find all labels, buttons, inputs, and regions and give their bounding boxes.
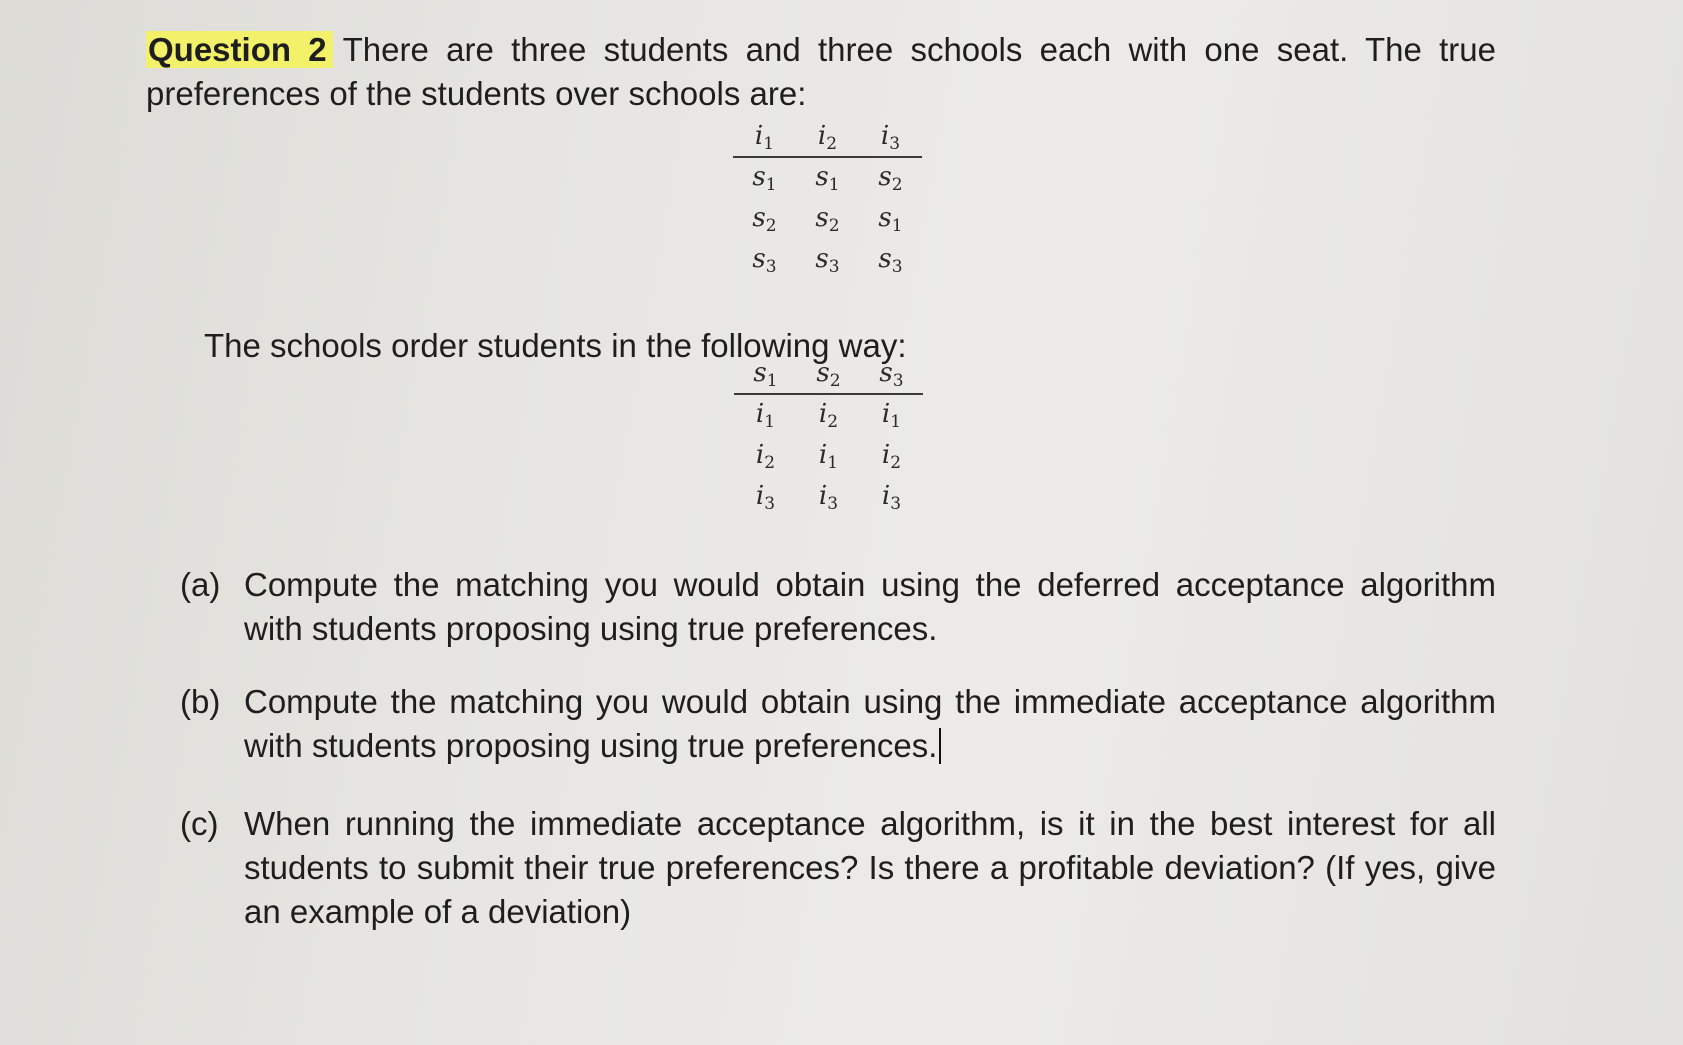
table-header-cell: $i_3$ <box>859 118 922 157</box>
table-cell: $i_2$ <box>818 399 839 432</box>
question-intro <box>146 28 1496 116</box>
table-header-cell: $i_2$ <box>796 118 859 157</box>
table-cell: $i_3$ <box>818 481 839 514</box>
table-header-cell: $s_3$ <box>860 355 923 394</box>
table-cell: $s_3$ <box>752 244 777 277</box>
table-cell: $i_1$ <box>881 399 902 432</box>
table-cell: $i_2$ <box>881 440 902 473</box>
part-b-letter: (b) <box>180 683 221 720</box>
part-a-text: Compute the matching you would obtain using the deferred acceptance algorithm with students proposing using true preferences. <box>244 566 1496 647</box>
table-header-cell: $i_1$ <box>733 118 796 157</box>
table-cell: $i_3$ <box>755 481 776 514</box>
schools-intro-text: The schools order students in the following way: <box>204 327 907 364</box>
table-row <box>733 199 922 240</box>
table-cell: $s_2$ <box>752 203 777 236</box>
table-cell: $s_3$ <box>878 244 903 277</box>
part-a <box>180 563 1496 651</box>
table-row <box>734 394 923 436</box>
table-cell: $s_1$ <box>752 162 777 195</box>
table-cell: $s_2$ <box>878 162 903 195</box>
student-preferences-table <box>733 118 922 281</box>
table-row <box>733 157 922 199</box>
school-priorities-table <box>734 355 923 518</box>
part-b-text: Compute the matching you would obtain using the immediate acceptance algorithm with students proposing using true preferences. <box>244 683 1496 764</box>
part-c-text: When running the immediate acceptance algorithm, is it in the best interest for all students to submit their true preferences? Is there a profitable deviation? (If yes, give an example of a deviation) <box>244 805 1496 930</box>
part-c-letter: (c) <box>180 805 219 842</box>
question-label: Question 2 <box>146 31 333 68</box>
table-cell: $i_1$ <box>755 399 776 432</box>
table-cell: $i_3$ <box>881 481 902 514</box>
table-row <box>733 240 922 281</box>
table-cell: $s_2$ <box>815 203 840 236</box>
table-header-cell: $s_1$ <box>734 355 797 394</box>
table-cell: $s_1$ <box>815 162 840 195</box>
table-row <box>734 477 923 518</box>
table-cell: $s_3$ <box>815 244 840 277</box>
part-b <box>180 680 1496 768</box>
question-intro-text: There are three students and three schools each with one seat. The true preferences of the students over schools are: <box>146 31 1496 112</box>
table-cell: $i_2$ <box>755 440 776 473</box>
table-row <box>734 436 923 477</box>
text-cursor <box>939 728 941 764</box>
part-a-letter: (a) <box>180 566 221 603</box>
part-b-body[interactable] <box>244 680 1496 768</box>
table-cell: $i_1$ <box>818 440 839 473</box>
part-c <box>180 802 1496 934</box>
table-header-cell: $s_2$ <box>797 355 860 394</box>
table-cell: $s_1$ <box>878 203 903 236</box>
